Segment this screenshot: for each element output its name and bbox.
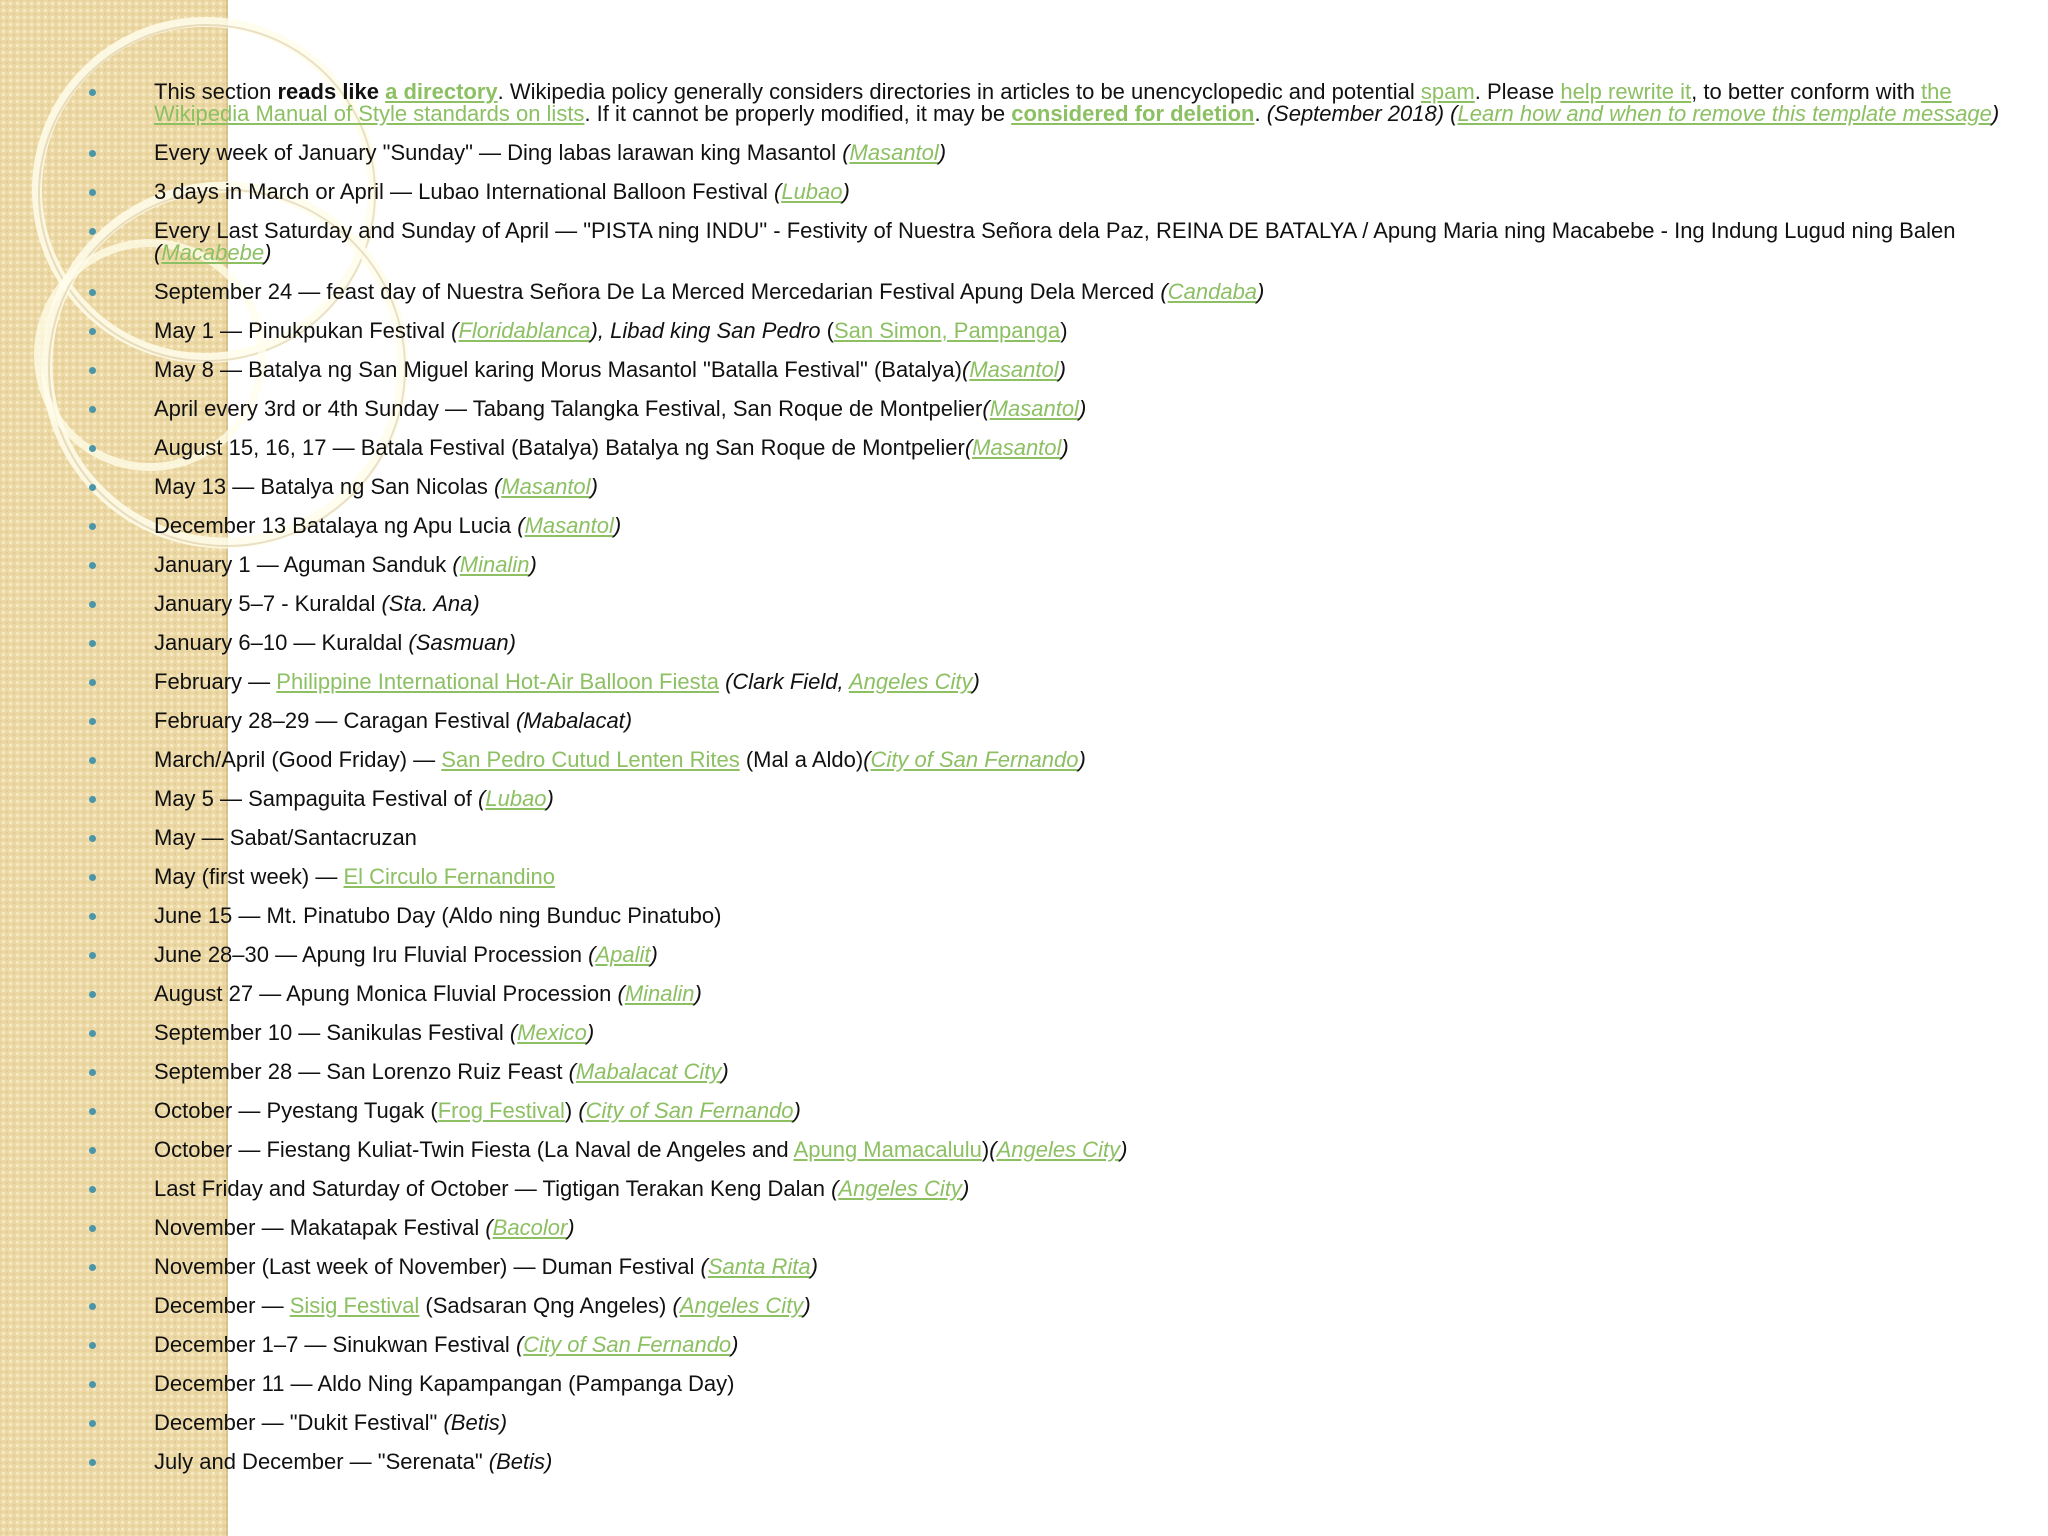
item-text: December 13 Batalaya ng Apu Lucia <box>154 513 518 538</box>
item-text: ( <box>1160 279 1168 304</box>
item-text: ( <box>964 435 973 460</box>
bullet-dot <box>89 952 96 959</box>
item-text: October — Pyestang Tugak ( <box>154 1098 438 1123</box>
notice-text: ( <box>1444 101 1458 126</box>
festival-list-item <box>0 983 2048 1005</box>
bullet-dot <box>89 796 96 803</box>
festival-list-item <box>0 788 2048 810</box>
place-link[interactable]: City of San Fernando <box>585 1098 794 1123</box>
place-link[interactable]: Floridablanca <box>458 318 591 343</box>
bullet-dot <box>89 562 96 569</box>
bullet-dot <box>89 718 96 725</box>
item-text: November — Makatapak Festival <box>154 1215 486 1240</box>
item-text: January 1 — Aguman Sanduk <box>154 552 453 577</box>
place-link[interactable]: Masantol <box>969 357 1059 382</box>
item-text: ( <box>700 1254 708 1279</box>
spam-link[interactable]: spam <box>1420 79 1475 104</box>
item-text: May 13 — Batalya ng San Nicolas <box>154 474 494 499</box>
place-link[interactable]: Frog Festival <box>437 1098 565 1123</box>
festival-list-item <box>0 515 2048 537</box>
bullet-dot <box>89 406 96 413</box>
item-text: April every 3rd or 4th Sunday — Tabang Talangka Festival, San Roque de Montpelier <box>154 396 983 421</box>
item-text: ) <box>1078 396 1087 421</box>
bullet-dot <box>89 1420 96 1427</box>
notice-text: ) <box>1991 101 2000 126</box>
notice-text: . If it cannot be properly modified, it may be <box>584 101 1012 126</box>
item-text: Every Last Saturday and Sunday of April — "PISTA ning INDU" - Festivity of Nuestra Señora dela Paz, REINA DE BATALYA / Apung Maria ning Macabebe - Ing Indung Lugud ning Balen <box>154 218 1956 243</box>
item-text: ( <box>485 1215 493 1240</box>
item-text: ) <box>1061 435 1069 460</box>
item-text: 3 days in March or April — Lubao International Balloon Festival <box>154 179 774 204</box>
item-text: ( <box>982 396 990 421</box>
item-text: ( <box>863 747 871 772</box>
bullet-dot <box>89 1147 96 1154</box>
bullet-dot <box>89 1303 96 1310</box>
festival-list-item <box>0 281 2048 303</box>
bullet-dot <box>89 1108 96 1115</box>
item-text: ( <box>515 1332 524 1357</box>
item-text: (Betis) <box>488 1449 553 1474</box>
place-link[interactable]: Mexico <box>517 1020 587 1045</box>
item-text: August 27 — Apung Monica Fluvial Procession <box>154 981 618 1006</box>
item-text: February — <box>154 669 277 694</box>
item-text: ) <box>264 240 272 265</box>
festival-list-item <box>0 1061 2048 1083</box>
item-text: September 24 — feast day of Nuestra Señora De La Merced Mercedarian Festival Apung Dela Merced <box>154 279 1161 304</box>
item-text: (Mabalacat) <box>515 708 633 733</box>
festival-list-item <box>0 1412 2048 1434</box>
learn-remove-link[interactable]: Learn how and when to remove this template message <box>1457 101 1992 126</box>
bullet-dot <box>89 874 96 881</box>
directory-link[interactable]: a directory <box>385 79 498 104</box>
bullet-dot <box>89 1030 96 1037</box>
manual-of-style-link[interactable]: the Wikipedia Manual of Style standards on lists <box>154 79 1952 126</box>
item-text: ) <box>803 1293 811 1318</box>
bullet-dot <box>89 835 96 842</box>
item-text: Every week of January "Sunday" — Ding labas larawan king Masantol <box>154 140 843 165</box>
item-text: June 28–30 — Apung Iru Fluvial Procession <box>154 942 589 967</box>
place-link[interactable]: Masantol <box>524 513 614 538</box>
item-text: ) <box>650 942 658 967</box>
notice-date: (September 2018) <box>1266 101 1445 126</box>
item-text: ) <box>731 1332 739 1357</box>
item-text: ) <box>590 474 598 499</box>
item-text: May 1 — Pinukpukan Festival <box>154 318 452 343</box>
item-text: December 11 — Aldo Ning Kapampangan (Pampanga Day) <box>154 1371 735 1396</box>
item-text: May (first week) — <box>154 864 344 889</box>
item-text: ( <box>588 942 596 967</box>
festival-list-item <box>0 1373 2048 1395</box>
item-text: July and December — "Serenata" <box>154 1449 489 1474</box>
place-link[interactable]: Masantol <box>972 435 1062 460</box>
item-text: ( <box>517 513 525 538</box>
item-text: (Mal a Aldo) <box>739 747 864 772</box>
item-text: ) <box>694 981 702 1006</box>
bullet-dot <box>89 228 96 235</box>
bullet-dot <box>89 289 96 296</box>
item-text: ) <box>842 179 850 204</box>
bullet-dot <box>89 757 96 764</box>
festival-list-item <box>0 1178 2048 1200</box>
place-link[interactable]: San Simon, Pampanga <box>833 318 1061 343</box>
bullet-dot <box>89 1342 96 1349</box>
festival-list-item <box>0 1022 2048 1044</box>
item-text: ) <box>1120 1137 1128 1162</box>
festival-list <box>0 81 2048 1490</box>
place-link[interactable]: City of San Fernando <box>523 1332 732 1357</box>
festival-list-item <box>0 1217 2048 1239</box>
festival-list-item <box>0 554 2048 576</box>
item-text: ) <box>529 552 537 577</box>
place-link[interactable]: Bacolor <box>492 1215 568 1240</box>
item-text: ) <box>613 513 622 538</box>
help-rewrite-link[interactable]: help rewrite it <box>1560 79 1692 104</box>
festival-list-item <box>0 359 2048 381</box>
item-text: March/April (Good Friday) — <box>154 747 442 772</box>
deletion-link[interactable]: considered for deletion <box>1011 101 1255 126</box>
bullet-dot <box>89 150 96 157</box>
item-text: ) <box>1060 318 1068 343</box>
place-link[interactable]: Candaba <box>1167 279 1258 304</box>
item-text: ( <box>831 1176 839 1201</box>
item-text: (Betis) <box>443 1410 508 1435</box>
bullet-dot <box>89 189 96 196</box>
notice-text: , to better conform with <box>1691 79 1922 104</box>
item-text: (Sasmuan) <box>408 630 516 655</box>
festival-list-item <box>0 142 2048 164</box>
festival-list-item <box>0 632 2048 654</box>
bullet-dot <box>89 484 96 491</box>
item-text: ( <box>961 357 970 382</box>
notice-text: This section <box>154 79 278 104</box>
festival-list-item <box>0 944 2048 966</box>
place-link[interactable]: Angeles City <box>838 1176 962 1201</box>
place-link[interactable]: Angeles City <box>996 1137 1121 1162</box>
place-link[interactable]: Sisig Festival <box>289 1293 420 1318</box>
item-text: ( <box>478 786 486 811</box>
bullet-dot <box>89 913 96 920</box>
place-link[interactable]: Masantol <box>501 474 591 499</box>
place-link[interactable]: City of San Fernando <box>870 747 1079 772</box>
place-link[interactable]: Minalin <box>459 552 530 577</box>
place-link[interactable]: Philippine International Hot-Air Balloon Fiesta <box>276 669 719 694</box>
bullet-dot <box>89 1381 96 1388</box>
festival-list-item <box>0 1334 2048 1356</box>
item-text: ) <box>567 1215 575 1240</box>
item-text: ( <box>452 552 460 577</box>
item-text: October — Fiestang Kuliat-Twin Fiesta (La Naval de Angeles and <box>154 1137 794 1162</box>
item-text: September 28 — San Lorenzo Ruiz Feast <box>154 1059 569 1084</box>
bullet-dot <box>89 679 96 686</box>
place-link[interactable]: Angeles City <box>679 1293 804 1318</box>
festival-list-item <box>0 710 2048 732</box>
item-text: ( <box>154 240 162 265</box>
festival-list-item <box>0 398 2048 420</box>
item-text: June 15 — Mt. Pinatubo Day (Aldo ning Bunduc Pinatubo) <box>154 903 722 928</box>
festival-list-item <box>0 1295 2048 1317</box>
place-link[interactable]: Masantol <box>849 140 939 165</box>
festival-list-item <box>0 1139 2048 1161</box>
item-text: December — "Dukit Festival" <box>154 1410 444 1435</box>
festival-list-item <box>0 671 2048 693</box>
item-text: ) <box>972 669 980 694</box>
item-text: ( <box>774 179 782 204</box>
notice-text: . Please <box>1474 79 1561 104</box>
item-text: (Sta. Ana) <box>381 591 480 616</box>
item-text: September 10 — Sanikulas Festival <box>154 1020 510 1045</box>
item-text: November (Last week of November) — Duman Festival <box>154 1254 701 1279</box>
place-link[interactable]: Macabebe <box>161 240 265 265</box>
item-text: ( <box>820 318 834 343</box>
item-text: ) <box>1257 279 1265 304</box>
item-text: ) <box>564 1098 579 1123</box>
item-text: (Clark Field, <box>725 669 849 694</box>
festival-list-item <box>0 320 2048 342</box>
item-text: ) <box>961 1176 970 1201</box>
item-text: December 1–7 — Sinukwan Festival <box>154 1332 516 1357</box>
notice-bold: reads like <box>277 79 380 104</box>
bullet-dot <box>89 523 96 530</box>
item-text: May — Sabat/Santacruzan <box>154 825 417 850</box>
item-text: May 8 — Batalya ng San Miguel karing Morus Masantol "Batalla Festival" (Batalya) <box>154 357 962 382</box>
place-link[interactable]: Santa Rita <box>707 1254 811 1279</box>
bullet-dot <box>89 367 96 374</box>
bullet-dot <box>89 991 96 998</box>
place-link[interactable]: Lubao <box>781 179 843 204</box>
festival-list-item <box>0 905 2048 927</box>
festival-list-item <box>0 593 2048 615</box>
festival-list-item <box>0 866 2048 888</box>
item-text: January 5–7 - Kuraldal <box>154 591 382 616</box>
item-text: December — <box>154 1293 290 1318</box>
festival-list-item <box>0 1256 2048 1278</box>
item-text: ) <box>810 1254 818 1279</box>
item-text: ) <box>793 1098 801 1123</box>
place-link[interactable]: Angeles City <box>848 669 973 694</box>
item-text: Last Friday and Saturday of October — Tigtigan Terakan Keng Dalan <box>154 1176 832 1201</box>
item-text: ) <box>721 1059 729 1084</box>
item-text: ) <box>546 786 554 811</box>
place-link[interactable]: Apung Mamacalulu <box>793 1137 982 1162</box>
item-text: ( <box>493 474 502 499</box>
item-text: ( <box>672 1293 680 1318</box>
place-link[interactable]: Apalit <box>595 942 651 967</box>
festival-list-item <box>0 437 2048 459</box>
festival-list-item <box>0 181 2048 203</box>
item-text: ) <box>1058 357 1066 382</box>
place-link[interactable]: Masantol <box>989 396 1079 421</box>
bullet-dot <box>89 1264 96 1271</box>
festival-list-item <box>0 476 2048 498</box>
festival-list-item <box>0 1100 2048 1122</box>
festival-list-item <box>0 1451 2048 1473</box>
notice-text: . Wikipedia policy generally considers directories in articles to be unencyclopedic and potential <box>497 79 1421 104</box>
bullet-dot <box>89 328 96 335</box>
item-text: August 15, 16, 17 — Batala Festival (Batalya) Batalya ng San Roque de Montpelier <box>154 435 965 460</box>
item-text: ( <box>568 1059 576 1084</box>
bullet-dot <box>89 1225 96 1232</box>
item-text: ) <box>1078 747 1086 772</box>
directory-notice <box>0 81 2048 125</box>
festival-list-item <box>0 827 2048 849</box>
item-text: May 5 — Sampaguita Festival of <box>154 786 479 811</box>
notice-text: . <box>1254 101 1267 126</box>
bullet-dot <box>89 601 96 608</box>
bullet-dot <box>89 1459 96 1466</box>
bullet-dot <box>89 1069 96 1076</box>
item-text: (Sadsaran Qng Angeles) <box>419 1293 673 1318</box>
item-text: ) <box>586 1020 595 1045</box>
bullet-dot <box>89 89 96 96</box>
item-text: ( <box>451 318 459 343</box>
item-text: ( <box>578 1098 586 1123</box>
item-text: ( <box>842 140 850 165</box>
bullet-dot <box>89 445 96 452</box>
item-text: ) <box>981 1137 990 1162</box>
item-text: ( <box>617 981 625 1006</box>
item-text: ) <box>938 140 947 165</box>
bullet-dot <box>89 640 96 647</box>
item-text: ( <box>509 1020 518 1045</box>
festival-list-item <box>0 749 2048 771</box>
place-link[interactable]: Lubao <box>485 786 547 811</box>
place-link[interactable]: Mabalacat City <box>575 1059 722 1084</box>
item-text: January 6–10 — Kuraldal <box>154 630 409 655</box>
item-text: ), Libad king San Pedro <box>590 318 821 343</box>
item-text: February 28–29 — Caragan Festival <box>154 708 516 733</box>
place-link[interactable]: San Pedro Cutud Lenten Rites <box>441 747 740 772</box>
place-link[interactable]: El Circulo Fernandino <box>343 864 556 889</box>
bullet-dot <box>89 1186 96 1193</box>
item-text: ( <box>989 1137 997 1162</box>
festival-list-item <box>0 220 2048 264</box>
place-link[interactable]: Minalin <box>624 981 695 1006</box>
